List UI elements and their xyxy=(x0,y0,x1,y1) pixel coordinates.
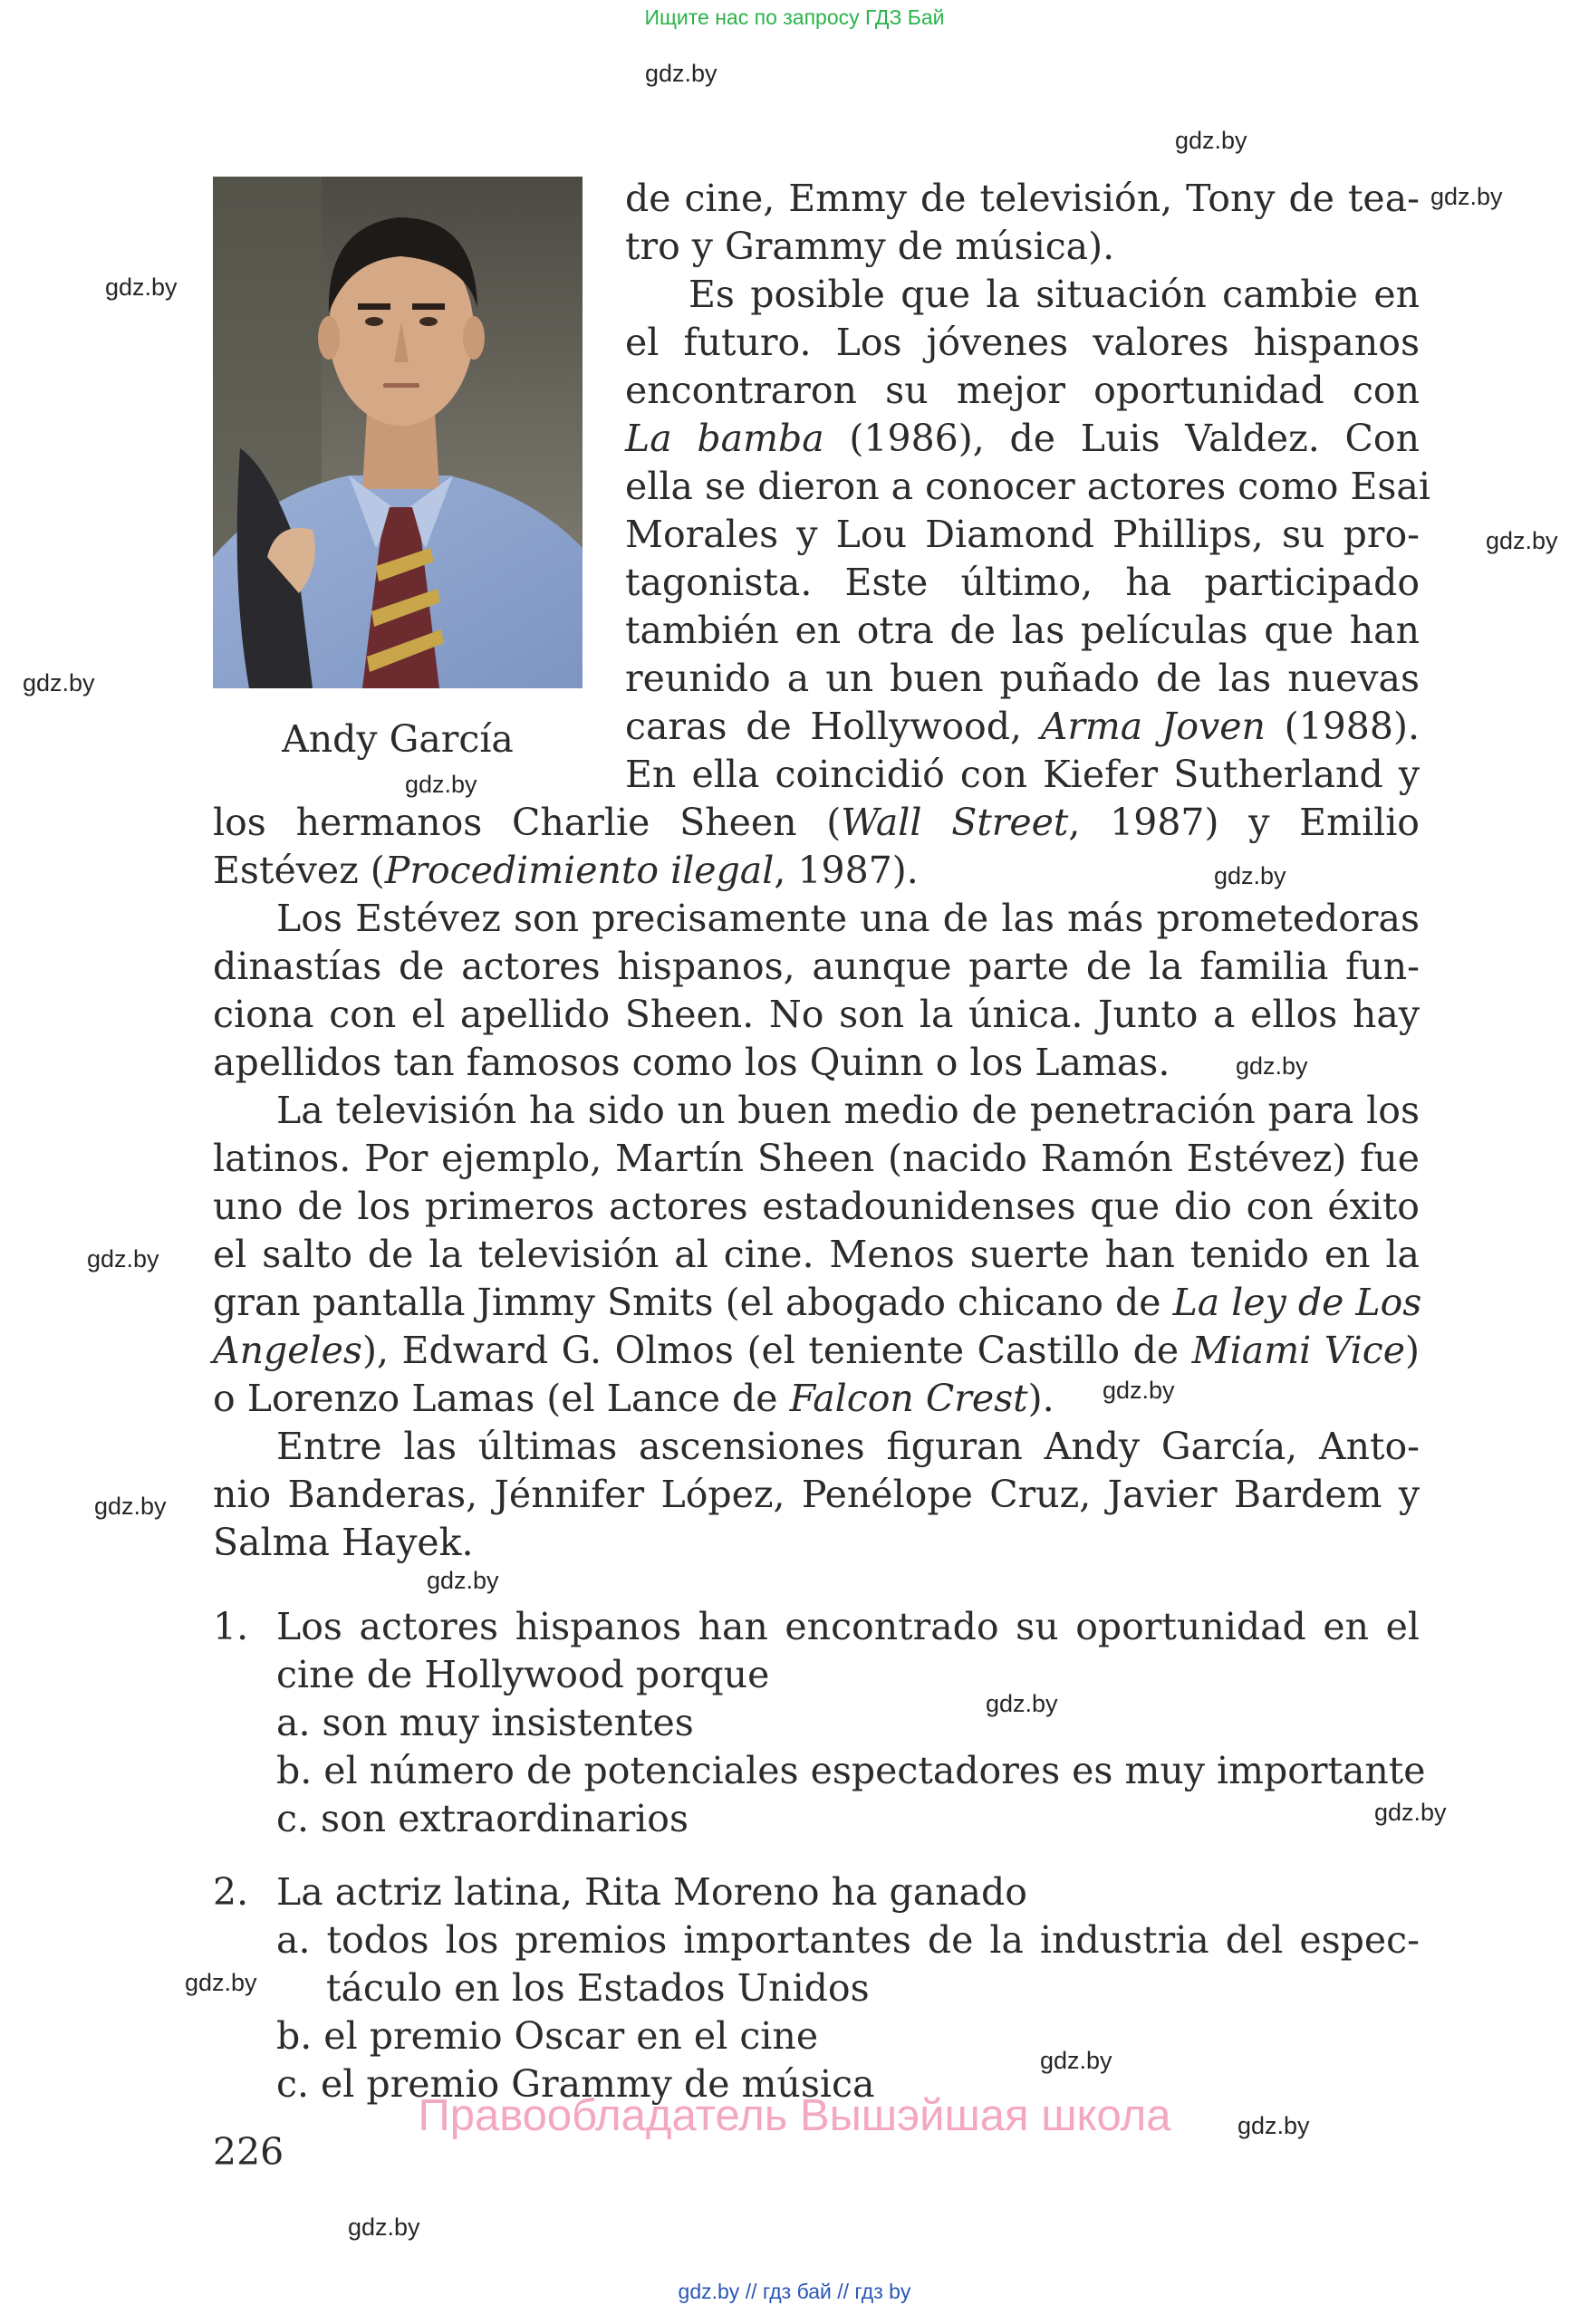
text-line: de cine, Emmy de televisión, Tony de tea- xyxy=(625,177,1420,220)
watermark: gdz.by xyxy=(23,669,95,696)
text-line: el futuro. Los jóvenes valores hispanos xyxy=(625,321,1420,364)
question-number: 2. xyxy=(213,1870,249,1914)
paragraph-first-line: Entre las últimas ascensiones figuran Andy García, Anto- xyxy=(276,1425,1420,1468)
answer-option[interactable]: b. el número de potenciales espectadores es muy importante xyxy=(276,1749,1426,1792)
paragraph-first-line: Es posible que la situación cambie en xyxy=(689,273,1420,316)
watermark: gdz.by xyxy=(1486,527,1558,554)
watermark: gdz.by xyxy=(1214,862,1286,889)
answer-option[interactable]: a. todos los premios importantes de la industria del espec- xyxy=(276,1918,1420,1962)
text-line-with-title: Estévez (Procedimiento ilegal, 1987). xyxy=(213,849,919,892)
watermark: gdz.by xyxy=(405,771,477,798)
film-title: Arma Joven xyxy=(1040,705,1266,748)
text-line: reunido a un buen puñado de las nuevas xyxy=(625,657,1420,700)
text-line: nio Banderas, Jénnifer López, Penélope Cruz, Javier Bardem y xyxy=(213,1473,1420,1516)
text-line: uno de los primeros actores estadounidenses que dio con éxito xyxy=(213,1185,1420,1228)
answer-option[interactable]: b. el premio Oscar en el cine xyxy=(276,2014,819,2058)
text-line: latinos. Por ejemplo, Martín Sheen (nacido Ramón Estévez) fue xyxy=(213,1137,1420,1180)
watermark: gdz.by xyxy=(645,60,717,87)
text-line: ella se dieron a conocer actores como Esai xyxy=(625,465,1430,508)
watermark: gdz.by xyxy=(1430,183,1503,210)
watermark: gdz.by xyxy=(1040,2047,1112,2074)
show-title: Angeles xyxy=(213,1329,362,1372)
film-title: La bamba xyxy=(625,417,824,460)
watermark: gdz.by xyxy=(1103,1377,1175,1404)
text-line: el salto de la televisión al cine. Menos suerte han tenido en la xyxy=(213,1233,1420,1276)
question-stem: cine de Hollywood porque xyxy=(276,1653,770,1696)
watermark: gdz.by xyxy=(427,1567,499,1594)
text-line-with-title: La bamba (1986), de Luis Valdez. Con xyxy=(625,417,1420,460)
text-line-with-title: caras de Hollywood, Arma Joven (1988). xyxy=(625,705,1420,748)
film-title: Wall Street xyxy=(841,801,1069,844)
top-banner[interactable]: Ищите нас по запросу ГДЗ Бай xyxy=(644,5,945,29)
text-line: dinastías de actores hispanos, aunque parte de la familia fun- xyxy=(213,945,1420,988)
text-line-with-title: los hermanos Charlie Sheen (Wall Street, 1987) y Emilio xyxy=(213,801,1420,844)
question-stem: La actriz latina, Rita Moreno ha ganado xyxy=(276,1870,1027,1914)
watermark: gdz.by xyxy=(94,1493,167,1520)
text-line: Salma Hayek. xyxy=(213,1521,474,1564)
paragraph-first-line: Los Estévez son precisamente una de las más prometedoras xyxy=(276,897,1420,940)
watermark: gdz.by xyxy=(1237,2112,1310,2139)
text-line: Morales y Lou Diamond Phillips, su pro- xyxy=(625,513,1420,556)
copyright-notice: Правообладатель Вышэйшая школа xyxy=(418,2091,1171,2140)
text-line: ciona con el apellido Sheen. No son la única. Junto a ellos hay xyxy=(213,993,1420,1036)
photo-caption: Andy García xyxy=(282,717,514,761)
watermark: gdz.by xyxy=(105,274,178,301)
watermark: gdz.by xyxy=(87,1245,159,1272)
text-line: encontraron su mejor oportunidad con xyxy=(625,369,1420,412)
watermark: gdz.by xyxy=(185,1969,257,1996)
show-title: Miami Vice xyxy=(1191,1329,1405,1372)
answer-option-continued[interactable]: táculo en los Estados Unidos xyxy=(326,1966,870,2010)
text-line: tagonista. Este último, ha participado xyxy=(625,561,1420,604)
film-title: Procedimiento ilegal xyxy=(384,849,775,892)
answer-option[interactable]: a. son muy insistentes xyxy=(276,1701,694,1744)
text-line-with-title: o Lorenzo Lamas (el Lance de Falcon Crest). xyxy=(213,1377,1055,1420)
watermark: gdz.by xyxy=(1175,127,1247,154)
watermark: gdz.by xyxy=(1236,1052,1308,1080)
question-number: 1. xyxy=(213,1605,249,1648)
answer-option[interactable]: c. el premio Grammy de música xyxy=(276,2062,875,2106)
actor-photo xyxy=(213,177,583,688)
show-title: Falcon Crest xyxy=(789,1377,1028,1420)
watermark: gdz.by xyxy=(986,1690,1058,1717)
watermark: gdz.by xyxy=(1374,1799,1447,1826)
text-line-with-title: Angeles), Edward G. Olmos (el teniente Castillo de Miami Vice) xyxy=(213,1329,1420,1372)
footer-links[interactable]: gdz.by // гдз бай // гдз by xyxy=(678,2280,911,2303)
text-line: también en otra de las películas que han xyxy=(625,609,1420,652)
text-line-with-title: gran pantalla Jimmy Smits (el abogado chicano de La ley de Los xyxy=(213,1281,1422,1324)
page-number: 226 xyxy=(213,2130,284,2174)
text-line: apellidos tan famosos como los Quinn o los Lamas. xyxy=(213,1041,1170,1084)
text-line: tro y Grammy de música). xyxy=(625,225,1115,268)
watermark: gdz.by xyxy=(348,2214,420,2241)
text-line: En ella coincidió con Kiefer Sutherland y xyxy=(625,753,1420,796)
show-title: La ley de Los xyxy=(1172,1281,1422,1324)
answer-option[interactable]: c. son extraordinarios xyxy=(276,1797,689,1840)
paragraph-first-line: La televisión ha sido un buen medio de penetración para los xyxy=(276,1089,1420,1132)
question-stem: Los actores hispanos han encontrado su oportunidad en el xyxy=(276,1605,1420,1648)
